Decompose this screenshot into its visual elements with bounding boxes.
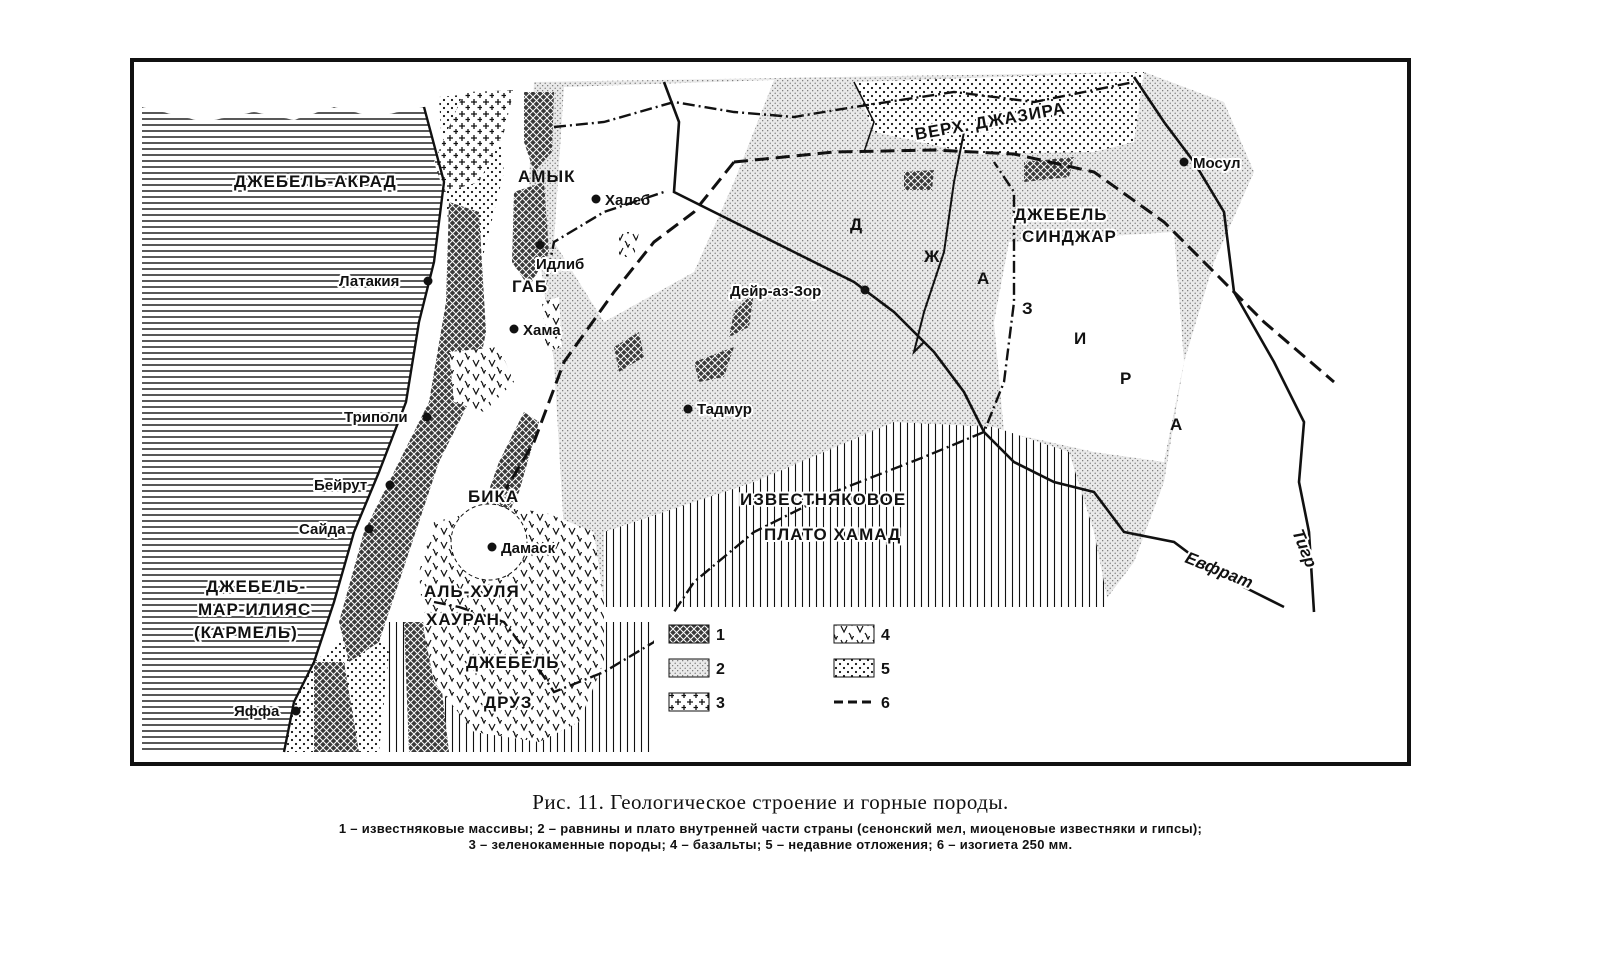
region-dzhebel-akrad: ДЖЕБЕЛЬ-АКРАД — [234, 172, 397, 191]
legend-number: 5 — [881, 661, 890, 678]
region-dzhazira-letter: А — [977, 269, 991, 288]
city-mosul-marker — [1180, 158, 1189, 167]
city-saida-label: Сайда — [299, 521, 346, 538]
basalt-homs — [449, 347, 514, 412]
city-mosul-label: Мосул — [1193, 155, 1241, 172]
region-dzhazira-letter: З — [1022, 299, 1034, 318]
city-khaleb-label: Халеб — [605, 192, 651, 209]
region-bika: БИКА — [468, 487, 520, 506]
city-idlib-label: Идлиб — [536, 256, 585, 273]
region-plato-line1: ИЗВЕСТНЯКОВОЕ — [740, 490, 907, 509]
legend-number: 1 — [716, 627, 725, 644]
city-beirut-marker — [386, 481, 395, 490]
region-dzhebel-druz-line2: ДРУЗ — [484, 693, 533, 712]
legend-swatch-v — [834, 625, 874, 643]
map-canvas — [134, 62, 1407, 762]
city-khama-label: Хама — [523, 322, 561, 339]
region-plato-line2: ПЛАТО ХАМАД — [764, 525, 902, 544]
region-mar-iliyas-line2: МАР-ИЛИЯС — [198, 600, 312, 619]
city-latakiya-marker — [424, 277, 433, 286]
legend-swatch-coarse-dots — [834, 659, 874, 677]
legend-swatch-plus — [669, 693, 709, 711]
city-saida-marker — [365, 525, 374, 534]
region-dzhazira-letter: И — [1074, 329, 1088, 348]
city-deir-az-zor-label: Дейр-аз-Зор — [730, 283, 822, 300]
region-dzhazira-letter: Д — [850, 215, 864, 234]
map-legend — [654, 614, 904, 754]
city-damask-label: Дамаск — [501, 540, 556, 557]
city-yaffa-marker — [292, 707, 301, 716]
limestone-massif-verh — [904, 170, 934, 190]
region-verkh-dzhazira: ВЕРХ. ДЖАЗИРА — [913, 98, 1068, 144]
region-dzhazira-letter: Ж — [924, 247, 941, 266]
river-evfrat-label: Евфрат — [1182, 548, 1256, 593]
city-beirut-label: Бейрут — [314, 477, 368, 494]
city-tripoli-marker — [423, 413, 432, 422]
region-al-khulya: АЛЬ-ХУЛЯ — [424, 582, 520, 601]
river-tigr-label: Тигр — [1288, 526, 1321, 571]
caption-title: Рис. 11. Геологическое строение и горные породы. — [532, 790, 1009, 814]
figure-caption — [130, 790, 1411, 853]
caption-legend-line1: 1 – известняковые массивы; 2 – равнины и плато внутренней части страны (сенонский мел, миоценовые известняки и гипсы); — [338, 821, 1203, 836]
city-damask-marker — [488, 543, 497, 552]
dzhazira-white-plain — [994, 232, 1184, 462]
region-dzhazira-letter: Р — [1120, 369, 1133, 388]
legend-number: 3 — [716, 695, 725, 712]
city-tripoli-label: Триполи — [344, 409, 408, 426]
region-dzhebel-sindzhar-line1: ДЖЕБЕЛЬ — [1014, 205, 1108, 224]
region-mar-iliyas-line1: ДЖЕБЕЛЬ- — [206, 577, 307, 596]
legend-number: 6 — [881, 695, 890, 712]
region-amyk: АМЫК — [518, 167, 576, 186]
city-khama-marker — [510, 325, 519, 334]
city-yaffa-label: Яффа — [234, 703, 280, 720]
legend-swatch-fine-dots — [669, 659, 709, 677]
city-latakiya-label: Латакия — [339, 273, 400, 290]
region-dzhazira-letter: А — [1170, 415, 1184, 434]
city-tadmur-label: Тадмур — [697, 401, 752, 418]
region-dzhebel-sindzhar-line2: СИНДЖАР — [1022, 227, 1117, 246]
legend-swatch-crosshatch — [669, 625, 709, 643]
caption-legend-line2: 3 – зеленокаменные породы; 4 – базальты; 5 – недавние отложения; 6 – изогиета 250 мм. — [468, 837, 1073, 852]
city-deir-az-zor-marker — [861, 286, 870, 295]
city-tadmur-marker — [684, 405, 693, 414]
geological-map — [130, 58, 1411, 766]
legend-number: 2 — [716, 661, 725, 678]
city-khaleb-marker — [592, 195, 601, 204]
region-dzhebel-druz-line1: ДЖЕБЕЛЬ — [466, 653, 560, 672]
city-idlib-marker — [536, 241, 545, 250]
region-mar-iliyas-line3: (КАРМЕЛЬ) — [194, 623, 298, 642]
region-khauran: ХАУРАН — [426, 610, 500, 629]
legend-number: 4 — [881, 627, 890, 644]
region-gab: ГАБ — [512, 277, 549, 296]
